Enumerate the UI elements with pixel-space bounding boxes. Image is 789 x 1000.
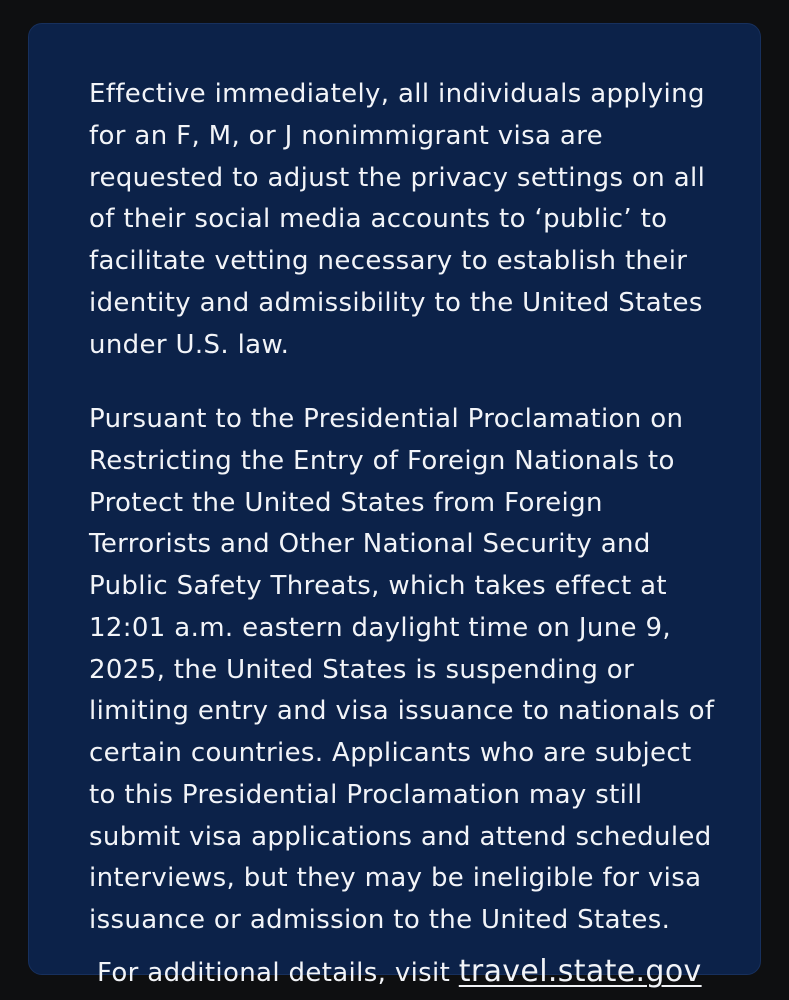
- notice-paragraph-social-media: [89, 74, 749, 366]
- notice-line: certain countries. Applicants who are subject: [89, 738, 692, 768]
- notice-line: issuance or admission to the United States.: [89, 905, 671, 935]
- notice-line: limiting entry and visa issuance to nationals of: [89, 696, 715, 727]
- notice-line: to this Presidential Proclamation may still: [89, 779, 643, 810]
- notice-line: for an F, M, or J nonimmigrant visa are: [89, 120, 604, 151]
- notice-line: under U.S. law.: [89, 329, 290, 360]
- notice-line: 12:01 a.m. eastern daylight time on June 9,: [89, 612, 671, 643]
- notice-line: Effective immediately, all individuals applying: [89, 79, 705, 109]
- notice-line: Public Safety Threats, which takes effect at: [89, 571, 667, 601]
- notice-line: 2025, the United States is suspending or: [89, 654, 635, 685]
- notice-line: of their social media accounts to ‘public’ to: [89, 204, 668, 235]
- additional-details-footer: [97, 951, 757, 995]
- notice-paragraph-proclamation: [89, 399, 749, 942]
- notice-line: requested to adjust the privacy settings on all: [89, 162, 706, 193]
- travel-state-gov-link[interactable]: travel.state.gov: [458, 954, 702, 989]
- notice-card: [28, 23, 761, 989]
- notice-line: Protect the United States from Foreign: [89, 487, 603, 518]
- notice-line: Terrorists and Other National Security and: [89, 529, 651, 560]
- notice-line: submit visa applications and attend scheduled: [89, 821, 712, 852]
- notice-line: Pursuant to the Presidential Proclamation on: [89, 404, 684, 434]
- notice-line: identity and admissibility to the United States: [89, 287, 703, 318]
- notice-line: facilitate vetting necessary to establish their: [89, 246, 688, 276]
- notice-line: interviews, but they may be ineligible for visa: [89, 863, 702, 894]
- footer-text: For additional details, visit: [97, 958, 459, 988]
- notice-line: Restricting the Entry of Foreign Nationals to: [89, 445, 675, 476]
